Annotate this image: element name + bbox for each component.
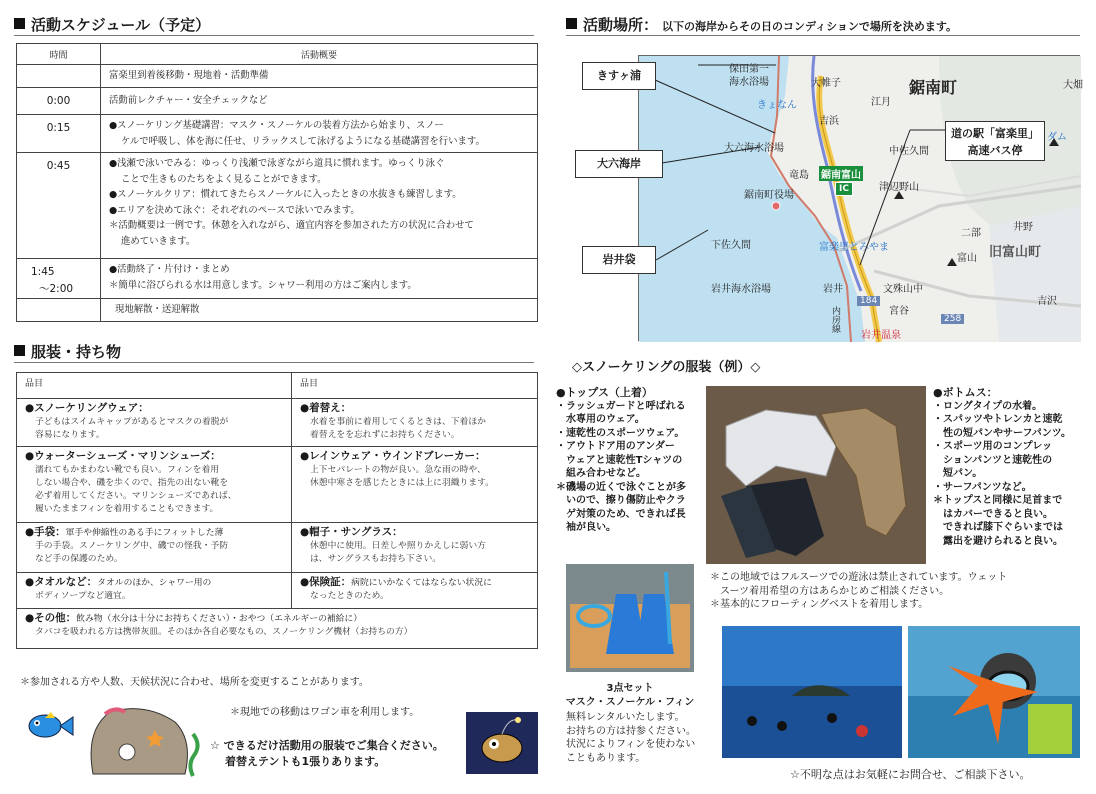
- map-label: 大六海水浴場: [724, 143, 784, 154]
- map-label: 大畑: [1063, 80, 1083, 91]
- item-cell: ●着替え： 水着を事前に着用してくるときは、下着ほか 着替えをを忘れずにお持ちください。: [300, 402, 486, 440]
- map-label: 江月: [871, 97, 891, 108]
- map-label: 下佐久間: [711, 240, 751, 251]
- item-cell: ●スノーケリングウェア： 子どもはスイムキャップがあるとマスクの着脱が 容易になります。: [17, 399, 292, 446]
- table-row: [17, 522, 537, 572]
- map-town2-label: 旧富山町: [989, 245, 1042, 260]
- map-label: 保田第一: [729, 64, 769, 75]
- map-label: 大帷子: [811, 78, 841, 89]
- divider: [566, 35, 1080, 36]
- gear-set-notes: 無料レンタルいたします。 お持ちの方は持参ください。 状況によりフィンを使わない こともあります。: [566, 712, 696, 764]
- time-cell: 0:45: [17, 153, 101, 259]
- map-label: 内房線: [830, 306, 840, 333]
- tops-text: ●トップス（上着） ・ラッシュガードと呼ばれる 水専用のウェア。 ・速乾性のスポーツウェア。 ・アウトドア用のアンダー ウェアと速乾性Tシャツの 組み合わせなど。 ＊磯場の近くで泳ぐことが多 いので、擦り傷防止やクラ ゲ対策のため、できれば長 袖が良い。: [556, 386, 686, 533]
- ic-badge: IC: [835, 182, 853, 196]
- map-label: 鋸南町役場: [744, 190, 794, 201]
- map-label: 二部: [961, 228, 981, 239]
- item-cell: ●手袋：軍手や伸縮性のある手にフィットした薄 手の手袋。スノーケリング中、磯での怪我・予防 など手の保護のため。: [17, 523, 292, 572]
- map-label: 文殊山中: [883, 284, 923, 295]
- map-label: ダム: [1047, 132, 1067, 143]
- contact-note: ☆不明な点はお気軽にお問合せ、ご相談下さい。: [790, 768, 1031, 781]
- table-row: [17, 153, 538, 259]
- divider: [14, 362, 534, 363]
- activity-cell: 現地解散・送迎解散: [101, 299, 538, 322]
- gear-set-photo: [566, 564, 694, 672]
- map-label: 岩井海水浴場: [711, 284, 771, 295]
- activity-cell: 富楽里到着後移動・現地着・活動準備: [101, 65, 538, 88]
- map-label: 海水浴場: [729, 77, 769, 88]
- table-header-row: [17, 44, 538, 65]
- map-label: 富山: [957, 253, 977, 264]
- table-row: [17, 398, 537, 446]
- header-item: 品目: [17, 373, 292, 398]
- bottoms-text: ●ボトムス： ・ロングタイプの水着。 ・スパッツやトレンカと速乾 性の短パンやサーフパンツ。 ・スポーツ用のコンプレッ ションパンツと速乾性の 短パン。 ・サーフパンツなど。 ＊トップスと同様に足首まで はカバーできると良い。 できれば膝下ぐらいまでは 露出を避けられると良い。: [933, 386, 1071, 547]
- map-label: 富楽里とみやま: [819, 242, 889, 253]
- gear-set-title: 3点セット: [606, 683, 654, 694]
- item-cell: ●その他：飲み物（水分は十分にお持ちください）・おやつ（エネルギーの補給に） タバコを吸われる方は携帯灰皿。そのほか各自必要なもの、スノーケリング機材（お持ちの方）: [25, 612, 413, 637]
- map-label: 井野: [1013, 222, 1033, 233]
- map-label: 鋸南富山: [819, 166, 863, 181]
- schedule-table: [16, 43, 538, 322]
- time-cell: 1:45 ～2:00: [17, 259, 101, 299]
- activity-cell: ●浅瀬で泳いでみる：ゆっくり浅瀬で泳ぎながら道具に慣れます。ゆっくり泳ぐ ことで生きものたちをよく見ることができます。 ●スノーケルクリア：慣れてきたらスノーケルに入ったときの水抜きも練習します。 ●エリアを決めて泳ぐ：それぞれのペースで泳いでみます。 ＊活動概要は一例です。休憩を入れながら、適宜内容を参加された方の状況に合わせて 進めていきます。: [101, 153, 538, 259]
- activity-cell: ●活動終了・片付け・まとめ ＊簡単に浴びられる水は用意します。シャワー利用の方はご案内します。: [101, 259, 538, 299]
- divider: [14, 35, 534, 36]
- activity-cell: ●スノーケリング基礎講習：マスク・スノーケルの装着方法から始まり、スノー ケルで呼吸し、体を海に任せ、リラックスして泳げるようになる基礎講習を行います。: [101, 115, 538, 153]
- map-label: 岩井温泉: [861, 330, 901, 341]
- map-label: 岩井: [823, 284, 843, 295]
- table-row: [17, 608, 537, 648]
- clothes-note: ☆ できるだけ活動用の服装でご集合ください。: [210, 739, 444, 752]
- table-header-row: [17, 373, 537, 398]
- map-label: 吉浜: [819, 116, 839, 127]
- table-row: [17, 88, 538, 115]
- table-row: [17, 299, 538, 322]
- item-cell: ●帽子・サングラス： 休憩中に使用。日差しや照りかえしに弱い方 は、サングラスもお持ち下さい。: [300, 526, 486, 564]
- table-row: [17, 572, 537, 608]
- callout-dairoku: 大六海岸: [575, 150, 663, 178]
- callout-kisugaura: きすヶ浦: [582, 62, 656, 90]
- sea-photo: [722, 626, 902, 758]
- snorkel-title: ◇スノーケリングの服装（例）◇: [572, 360, 761, 375]
- map-label: 宮谷: [889, 306, 909, 317]
- header-item: 品目: [300, 379, 319, 389]
- location-title: 活動場所： 以下の海岸からその日のコンディションで場所を決めます。: [566, 14, 957, 35]
- blue-fish-icon: [29, 712, 73, 737]
- time-cell: [17, 299, 101, 322]
- map-label: 中佐久間: [889, 146, 929, 157]
- map-label: 津辺野山: [879, 182, 919, 193]
- header-summary: 活動概要: [101, 44, 538, 65]
- items-title: 服装・持ち物: [14, 341, 121, 362]
- map-label: きょなん: [757, 100, 797, 111]
- map-label: 吉沢: [1037, 296, 1057, 307]
- items-table: [16, 372, 538, 649]
- activity-cell: 活動前レクチャー・安全チェックなど: [101, 88, 538, 115]
- table-row: [17, 259, 538, 299]
- item-cell: ●レインウェア・ウインドブレーカー： 上下セパレートの物が良い。急な雨の時や、 休憩中寒さを感じたときには上に羽織ります。: [300, 450, 495, 488]
- item-cell: ●保険証：病院にいかなくてはならない状況に なったときのため。: [300, 576, 492, 601]
- table-row: [17, 115, 538, 153]
- seaweed-icon: [190, 734, 197, 776]
- map-town-label: 鋸南町: [909, 78, 958, 97]
- route-badge: 184: [857, 296, 880, 306]
- wagon-note: ＊現地での移動はワゴン車を利用します。: [230, 707, 420, 718]
- time-cell: 0:15: [17, 115, 101, 153]
- map-label: 竜島: [789, 170, 809, 181]
- tent-note: 着替えテントも1張りあります。: [225, 755, 386, 768]
- time-cell: [17, 65, 101, 88]
- callout-michinoeki: 道の駅「富楽里」 高速バス停: [945, 121, 1045, 161]
- callout-iwaibukuro: 岩井袋: [582, 246, 656, 274]
- snorkeler-photo: [908, 626, 1080, 758]
- rock-icon: [91, 709, 187, 774]
- item-cell: ●ウォーターシューズ・マリンシューズ： 濡れてもかまわない靴でも良い。フィンを着用 しない場合や、磯を歩くので、指先の出ない靴を 必ず着用してください。マリンシューズであれば、 履いたままフィンを着用することもできます。: [17, 447, 292, 522]
- item-cell: ●タオルなど：タオルのほか、シャワー用の ボディソープなど適宜。: [17, 573, 292, 608]
- wetsuit-notes: ＊この地域ではフルスーツでの遊泳は禁止されています。ウェット スーツ着用希望の方はあらかじめご相談ください。 ＊基本的にフローティングベストを着用します。: [710, 572, 1008, 610]
- deep-sea-fish-illustration: [466, 712, 538, 774]
- table-row: [17, 446, 537, 522]
- sea-creatures-illustration: [15, 700, 205, 780]
- time-cell: 0:00: [17, 88, 101, 115]
- schedule-title: 活動スケジュール（予定）: [14, 14, 210, 35]
- clothing-photo: [706, 386, 926, 564]
- table-row: [17, 65, 538, 88]
- change-note: ＊参加される方や人数、天候状況に合わせ、場所を変更することがあります。: [20, 677, 369, 688]
- header-time: 時間: [17, 44, 101, 65]
- route-badge: 258: [941, 314, 964, 324]
- gear-set-subtitle: マスク・スノーケル・フィン: [565, 697, 695, 708]
